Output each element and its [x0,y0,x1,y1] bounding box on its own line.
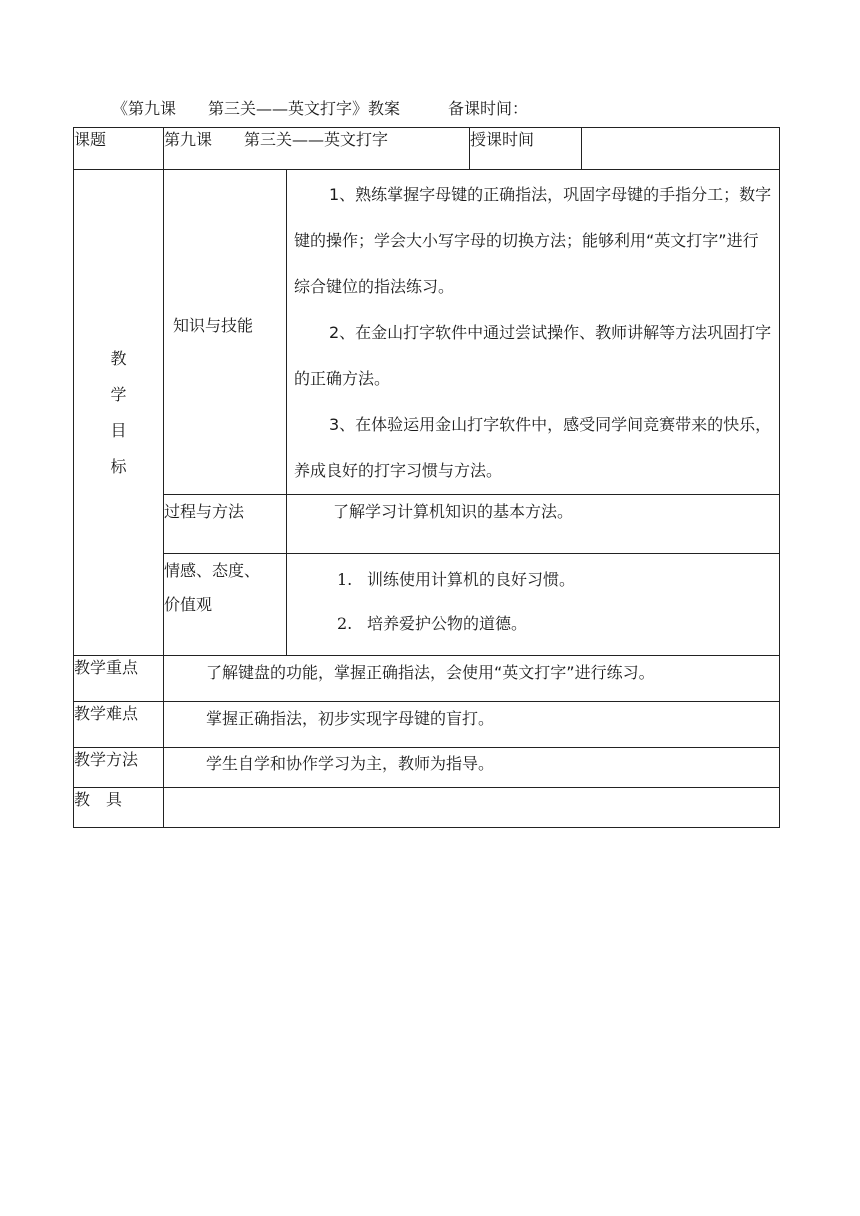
emotion-label-line1: 情感、态度、 [164,561,261,580]
process-row [74,495,780,554]
teach-time-value [582,128,780,170]
emotion-item-num: 2. [337,614,353,633]
tools-value [164,788,780,828]
knowledge-content [287,170,780,495]
goals-label-char: 学 [110,384,127,404]
emotion-item-text: 训练使用计算机的良好习惯。 [367,570,576,589]
difficulty-text: 掌握正确指法，初步实现字母键的盲打。 [164,702,780,748]
emotion-item-num: 1. [337,570,353,589]
focus-label: 教学重点 [74,656,164,702]
goals-label-char: 标 [110,456,127,476]
focus-text: 了解键盘的功能，掌握正确指法，会使用“英文打字”进行练习。 [164,656,780,702]
tools-label: 教 具 [74,788,164,828]
goals-label-char: 教 [110,348,127,368]
emotion-item-1 [287,558,779,602]
emotion-item-text: 培养爱护公物的道德。 [367,614,528,633]
topic-label: 课题 [74,128,164,170]
emotion-item-2 [287,602,779,646]
lesson-plan-table [73,127,780,828]
knowledge-item-1: 1、熟练掌握字母键的正确指法，巩固字母键的手指分工；数字键的操作；学会大小写字母的切换方法；能够利用“英文打字”进行综合键位的指法练习。 [294,185,772,296]
emotion-content [287,554,780,656]
method-text: 学生自学和协作学习为主，教师为指导。 [164,748,780,788]
goals-label [74,170,164,656]
method-row [74,748,780,788]
knowledge-item-2: 2、在金山打字软件中通过尝试操作、教师讲解等方法巩固打字的正确方法。 [294,323,772,388]
knowledge-row [74,170,780,495]
process-text: 了解学习计算机知识的基本方法。 [287,495,780,554]
difficulty-label: 教学难点 [74,702,164,748]
knowledge-item-3: 3、在体验运用金山打字软件中，感受同学间竞赛带来的快乐，养成良好的打字习惯与方法。 [294,415,772,480]
tools-row [74,788,780,828]
knowledge-label: 知识与技能 [173,316,254,335]
page-title: 《第九课 第三关——英文打字》教案 备课时间： [112,99,529,118]
emotion-label-line2: 价值观 [164,595,213,614]
teach-time-label: 授课时间 [470,128,582,170]
goals-label-char: 目 [110,420,127,440]
topic-row [74,128,780,170]
method-label: 教学方法 [74,748,164,788]
emotion-row [74,554,780,656]
focus-row [74,656,780,702]
difficulty-row [74,702,780,748]
knowledge-label-cell [164,170,287,495]
process-label: 过程与方法 [164,495,287,554]
topic-value: 第九课 第三关——英文打字 [164,128,470,170]
emotion-label [164,554,287,656]
